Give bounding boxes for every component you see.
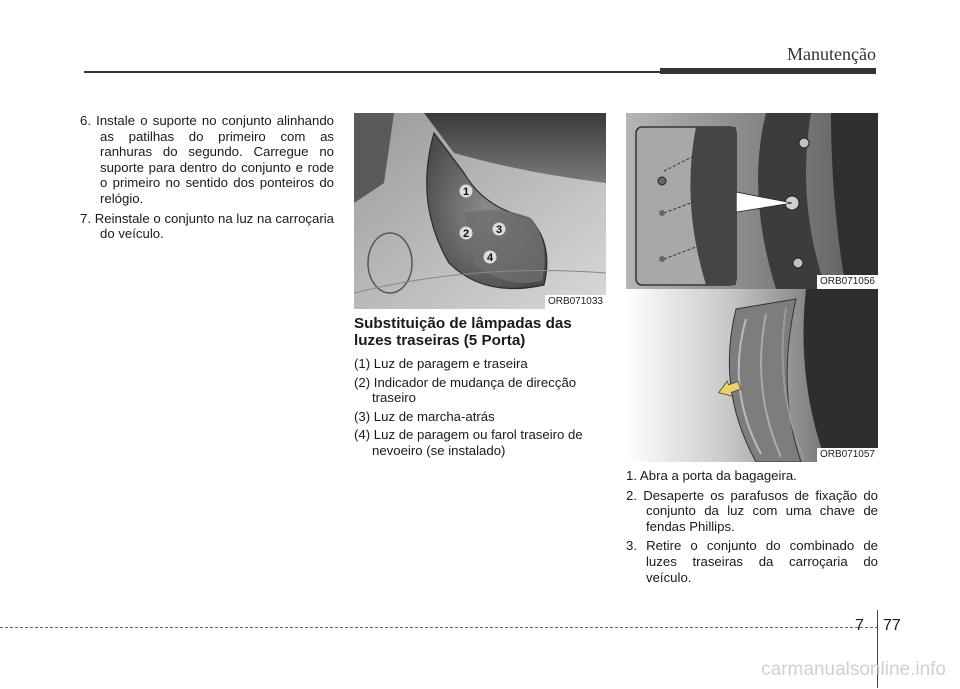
watermark: carmanualsonline.info: [761, 659, 946, 680]
tail-lamp-illustration: [354, 113, 606, 309]
chapter-number: 7: [855, 617, 864, 634]
svg-text:4: 4: [486, 252, 494, 264]
footer-rule: [0, 627, 878, 628]
header-rule-thick: [660, 68, 876, 74]
bulb-item-3: (3) Luz de marcha-atrás: [354, 408, 495, 424]
column-2: [354, 315, 606, 462]
screws-figure: [626, 113, 878, 289]
svg-text:1: 1: [462, 186, 470, 198]
figure-code: ORB071056: [817, 275, 878, 289]
header-rule: [84, 71, 660, 73]
column-1: [80, 113, 334, 246]
step-7: 7. Reinstale o conjunto na luz na carroçaria do veículo.: [80, 210, 334, 242]
assembly-removal-figure: [626, 289, 878, 462]
step-6: 6. Instale o suporte no conjunto alinhando as patilhas do primeiro com as ranhuras do segundo. Carregue no suporte para dentro do conjunto e rode o primeiro no sentido dos ponteiros do relógio.: [80, 113, 334, 206]
bulb-item-1: (1) Luz de paragem e traseira: [354, 356, 528, 371]
svg-text:3: 3: [495, 224, 503, 236]
column-3: [626, 468, 878, 589]
step-2: 2. Desaperte os parafusos de fixação do conjunto da luz com uma chave de fendas Phillips.: [626, 487, 878, 534]
page-number: 77: [883, 617, 901, 634]
assembly-removal-illustration: [626, 289, 878, 462]
svg-text:2: 2: [462, 228, 470, 240]
step-3: 3. Retire o conjunto do combinado de luzes traseiras da carroçaria do veículo.: [626, 538, 878, 585]
screws-illustration: [626, 113, 878, 289]
figure-code: ORB071057: [817, 448, 878, 462]
section-heading: Substituição de lâmpadas das luzes traseiras (5 Porta): [354, 315, 572, 349]
tail-lamp-figure: [354, 113, 606, 309]
page-header-title: Manutenção: [787, 44, 876, 64]
bulb-item-4: (4) Luz de paragem ou farol traseiro de nevoeiro (se instalado): [354, 427, 583, 458]
step-1: 1. Abra a porta da bagageira.: [626, 468, 797, 483]
figure-code: ORB071033: [545, 295, 606, 309]
bulb-item-2: (2) Indicador de mudança de direcção traseiro: [354, 374, 577, 406]
